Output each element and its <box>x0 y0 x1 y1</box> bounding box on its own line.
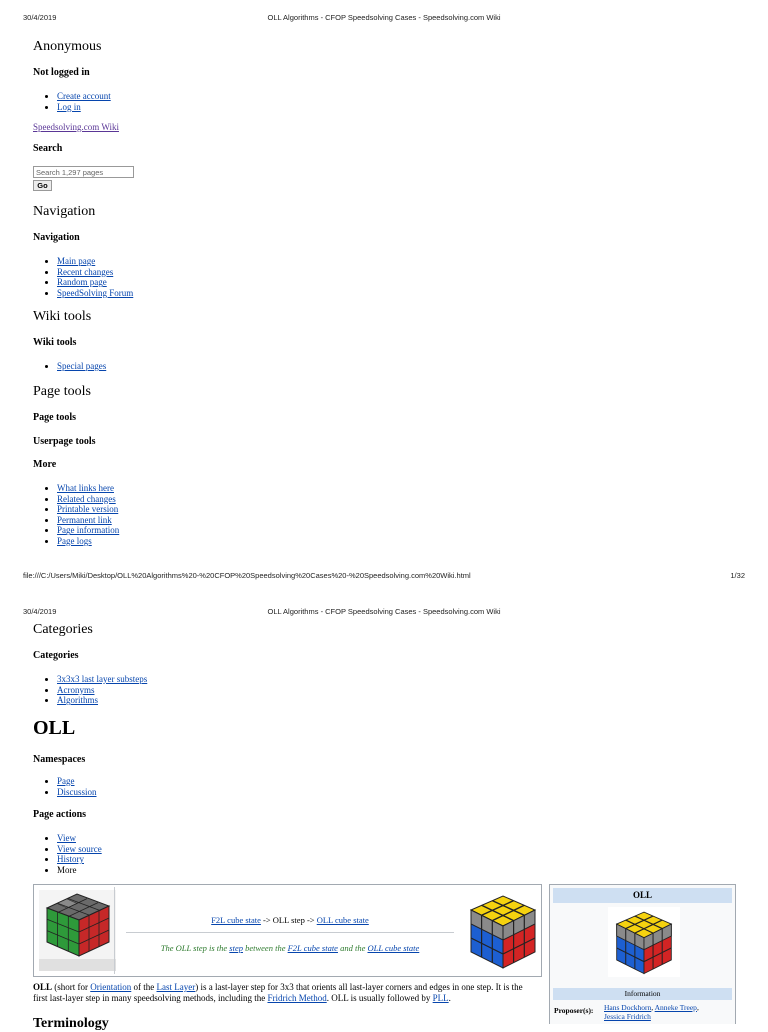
list-item <box>57 865 102 876</box>
f2l-state-link[interactable]: F2L cube state <box>287 943 338 953</box>
wiki-tools-list <box>33 361 106 372</box>
user-links <box>33 91 111 112</box>
page-number: 1/32 <box>730 571 745 580</box>
wiki-tools-subheading: Wiki tools <box>33 337 77 348</box>
step-link[interactable]: step <box>229 943 243 953</box>
list-item <box>57 854 102 865</box>
list-item <box>57 695 147 706</box>
tab-view[interactable]: View <box>57 833 76 843</box>
category-last-layer-link[interactable]: 3x3x3 last layer substeps <box>57 674 148 684</box>
pll-link[interactable]: PLL <box>432 993 449 1004</box>
more-menu[interactable]: More <box>57 864 77 875</box>
navigation-heading: Navigation <box>33 204 96 219</box>
user-heading: Anonymous <box>33 39 102 54</box>
create-account-link[interactable]: Create account <box>57 91 111 101</box>
f2l-cube-image <box>39 890 117 960</box>
page-actions-heading: Page actions <box>33 809 87 820</box>
description-text: The OLL step is the <box>160 943 230 953</box>
proposer-label: Proposer(s): <box>554 1006 594 1015</box>
tab-page[interactable]: Page <box>57 776 75 786</box>
divider <box>114 887 115 974</box>
proposer-link[interactable]: Jessica Fridrich <box>604 1011 651 1021</box>
forum-link[interactable]: SpeedSolving Forum <box>57 287 134 298</box>
print-title: OLL Algorithms - CFOP Speedsolving Cases - Speedsolving.com Wiki <box>267 607 501 616</box>
log-in-link[interactable]: Log in <box>57 101 81 112</box>
go-button[interactable]: Go <box>33 180 52 191</box>
image-caption-bar <box>39 959 117 971</box>
list-item <box>57 833 102 844</box>
list-item <box>57 844 102 855</box>
search-input[interactable]: Search 1,297 pages <box>33 166 134 178</box>
intro-text: of the <box>131 982 157 992</box>
list-item <box>57 776 97 787</box>
special-pages-link[interactable]: Special pages <box>57 361 107 371</box>
orientation-link[interactable]: Orientation <box>90 982 132 992</box>
categories-list <box>33 674 147 706</box>
page-tools-subheading: Page tools <box>33 412 77 423</box>
step-navbox <box>33 884 542 977</box>
proposer-link[interactable]: Anneke Treep <box>654 1003 697 1012</box>
arrow-text: -> <box>260 915 273 925</box>
intro-text: (short for <box>52 982 91 992</box>
list-item <box>57 494 119 505</box>
infobox-title: OLL <box>553 888 732 903</box>
list-item <box>57 483 119 494</box>
login-status: Not logged in <box>33 67 90 78</box>
search-heading: Search <box>33 143 63 154</box>
fridrich-method-link[interactable]: Fridrich Method <box>267 993 327 1004</box>
list-item <box>57 102 111 113</box>
list-item <box>57 361 106 372</box>
oll-cube-image <box>467 890 539 972</box>
page-logs-link[interactable]: Page logs <box>57 535 92 546</box>
list-item <box>57 504 119 515</box>
infobox <box>549 884 736 1024</box>
intro-text: . <box>448 993 451 1004</box>
category-algorithms-link[interactable]: Algorithms <box>57 695 99 706</box>
list-item <box>57 515 119 526</box>
related-changes-link[interactable]: Related changes <box>57 493 116 504</box>
terminology-heading: Terminology <box>33 1016 109 1031</box>
what-links-here-link[interactable]: What links here <box>57 483 114 493</box>
list-item <box>57 787 97 798</box>
page-information-link[interactable]: Page information <box>57 525 120 536</box>
oll-step-text: OLL step <box>272 915 305 925</box>
navigation-list <box>33 256 133 298</box>
proposer-values: Hans Dockhorn, Anneke Treep, Jessica Fridrich <box>604 1003 699 1021</box>
userpage-tools-heading: Userpage tools <box>33 436 96 447</box>
page-tools-heading: Page tools <box>33 384 91 399</box>
list-item <box>57 536 119 547</box>
step-description <box>116 943 464 953</box>
list-item <box>57 277 133 288</box>
page-title: OLL <box>33 717 76 739</box>
namespaces-heading: Namespaces <box>33 754 86 765</box>
categories-subheading: Categories <box>33 650 79 661</box>
f2l-cube-state-link[interactable]: F2L cube state <box>211 915 261 925</box>
permanent-link[interactable]: Permanent link <box>57 514 112 525</box>
wiki-home-link[interactable]: Speedsolving.com Wiki <box>33 122 119 132</box>
arrow-text: -> <box>304 915 317 925</box>
print-title: OLL Algorithms - CFOP Speedsolving Cases - Speedsolving.com Wiki <box>267 13 501 22</box>
intro-text: ) is a last-layer step for 3x3 that orients all last-layer corners and edges in one step. It is the first last-layer step in many speedsolving methods, including the <box>33 982 523 1004</box>
random-page-link[interactable]: Random page <box>57 277 107 288</box>
list-item <box>57 685 147 696</box>
wiki-tools-heading: Wiki tools <box>33 309 92 324</box>
proposer-link[interactable]: Hans Dockhorn <box>604 1003 652 1012</box>
namespaces-list <box>33 776 97 797</box>
more-heading: More <box>33 459 57 470</box>
divider <box>126 932 454 933</box>
description-text: and the <box>337 943 368 953</box>
last-layer-link[interactable]: Last Layer <box>156 982 196 992</box>
list-item <box>57 256 133 267</box>
printable-version-link[interactable]: Printable version <box>57 504 119 515</box>
page-tools-list <box>33 483 119 547</box>
oll-bold: OLL <box>33 982 53 992</box>
intro-paragraph <box>33 982 538 1004</box>
recent-changes-link[interactable]: Recent changes <box>57 266 114 277</box>
step-sequence <box>116 915 464 925</box>
file-path: file:///C:/Users/Miki/Desktop/OLL%20Algorithms%20-%20CFOP%20Speedsolving%20Cases%20-%20Speedsolving.com%20Wiki.html <box>23 571 471 580</box>
list-item <box>57 288 133 299</box>
oll-state-link[interactable]: OLL cube state <box>367 943 420 953</box>
navigation-subheading: Navigation <box>33 232 80 243</box>
intro-text: . OLL is usually followed by <box>326 993 433 1004</box>
print-date: 30/4/2019 <box>23 607 57 616</box>
description-text: between the <box>242 943 288 953</box>
infobox-information-header: Information <box>553 988 732 1000</box>
categories-heading: Categories <box>33 622 93 637</box>
category-acronyms-link[interactable]: Acronyms <box>57 684 95 695</box>
print-date: 30/4/2019 <box>23 13 57 22</box>
list-item <box>57 91 111 102</box>
tab-history[interactable]: History <box>57 854 84 865</box>
navbox-content <box>116 887 464 974</box>
tab-view-source[interactable]: View source <box>57 843 102 854</box>
oll-cube-state-link[interactable]: OLL cube state <box>316 915 369 925</box>
main-page-link[interactable]: Main page <box>57 256 96 266</box>
list-item <box>57 267 133 278</box>
tab-discussion[interactable]: Discussion <box>57 786 97 797</box>
list-item <box>57 674 147 685</box>
infobox-cube-image <box>608 907 680 977</box>
page-actions-list <box>33 833 102 875</box>
list-item <box>57 525 119 536</box>
